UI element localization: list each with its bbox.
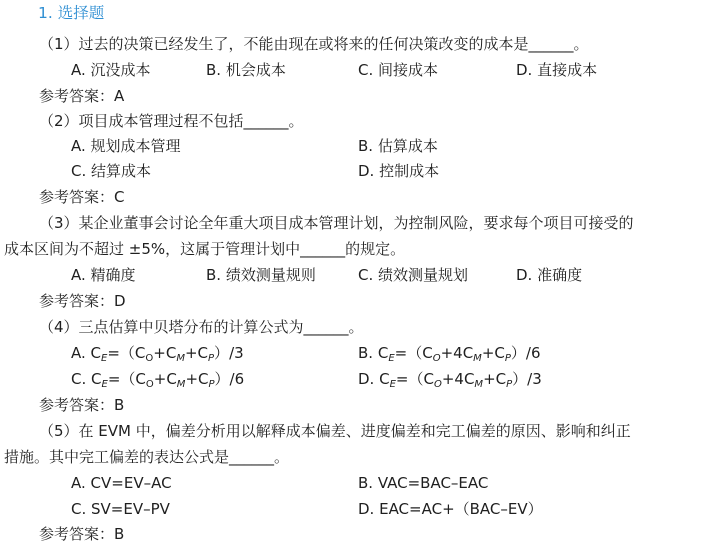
answer-label: 参考答案： [39,292,115,310]
q1-option-a: A. 沉没成本 [71,61,151,79]
answer-label: 参考答案： [39,396,115,414]
question-5-stem-line1: （5）在 EVM 中，偏差分析用以解释成本偏差、进度偏差和完工偏差的原因、影响和纠正 [39,422,631,440]
q4-option-d: D. $C_E=(C_O+4C_M+C_P)/3$ [358,370,542,390]
answer-value: B [114,396,125,414]
q5-option-a: A. CV=EV–AC [71,474,172,492]
question-1-stem: （1）过去的决策已经发生了，不能由现在或将来的任何决策改变的成本是______。 [39,35,589,53]
answer-value: D [114,292,126,310]
q4-answer [39,394,124,416]
q1-option-b: B. 机会成本 [206,61,286,79]
q3-option-d: D. 准确度 [516,266,583,284]
q3-option-c: C. 绩效测量规划 [358,266,469,284]
question-4-stem: （4）三点估算中贝塔分布的计算公式为______。 [39,318,364,336]
answer-label: 参考答案： [39,188,115,206]
answer-value: B [114,525,125,543]
q1-answer [39,85,124,107]
q4-option-a: A. $C_E=(C_O+C_M+C_P)/3$ [71,344,244,364]
answer-value: A [114,87,125,105]
section-title: 1. 选择题 [38,4,105,22]
question-5-stem-line2: 措施。其中完工偏差的表达公式是______。 [4,448,290,466]
question-2-stem: （2）项目成本管理过程不包括______。 [39,112,304,130]
q5-option-c: C. SV=EV–PV [71,500,170,518]
q3-option-a: A. 精确度 [71,266,136,284]
answer-label: 参考答案： [39,87,115,105]
q3-answer [39,290,126,312]
q1-option-c: C. 间接成本 [358,61,439,79]
question-3-stem-line1: （3）某企业董事会讨论全年重大项目成本管理计划，为控制风险，要求每个项目可接受的 [39,214,634,232]
q4-option-c: C. $C_E=(C_O+C_M+C_P)/6$ [71,370,245,390]
q3-option-b: B. 绩效测量规则 [206,266,316,284]
q2-option-c: C. 结算成本 [71,162,152,180]
q2-answer [39,186,125,208]
q2-option-d: D. 控制成本 [358,162,440,180]
q1-option-d: D. 直接成本 [516,61,598,79]
answer-label: 参考答案： [39,525,115,543]
q4-option-b: B. $C_E=(C_O+4C_M+C_P)/6$ [358,344,541,364]
q5-answer [39,523,124,545]
q2-option-b: B. 估算成本 [358,137,438,155]
q2-option-a: A. 规划成本管理 [71,137,181,155]
q5-option-d: D. EAC=AC+（BAC–EV） [358,500,543,518]
q5-option-b: B. VAC=BAC–EAC [358,474,489,492]
answer-value: C [114,188,125,206]
question-3-stem-line2: 成本区间为不超过 ±5%，这属于管理计划中______的规定。 [4,240,406,258]
